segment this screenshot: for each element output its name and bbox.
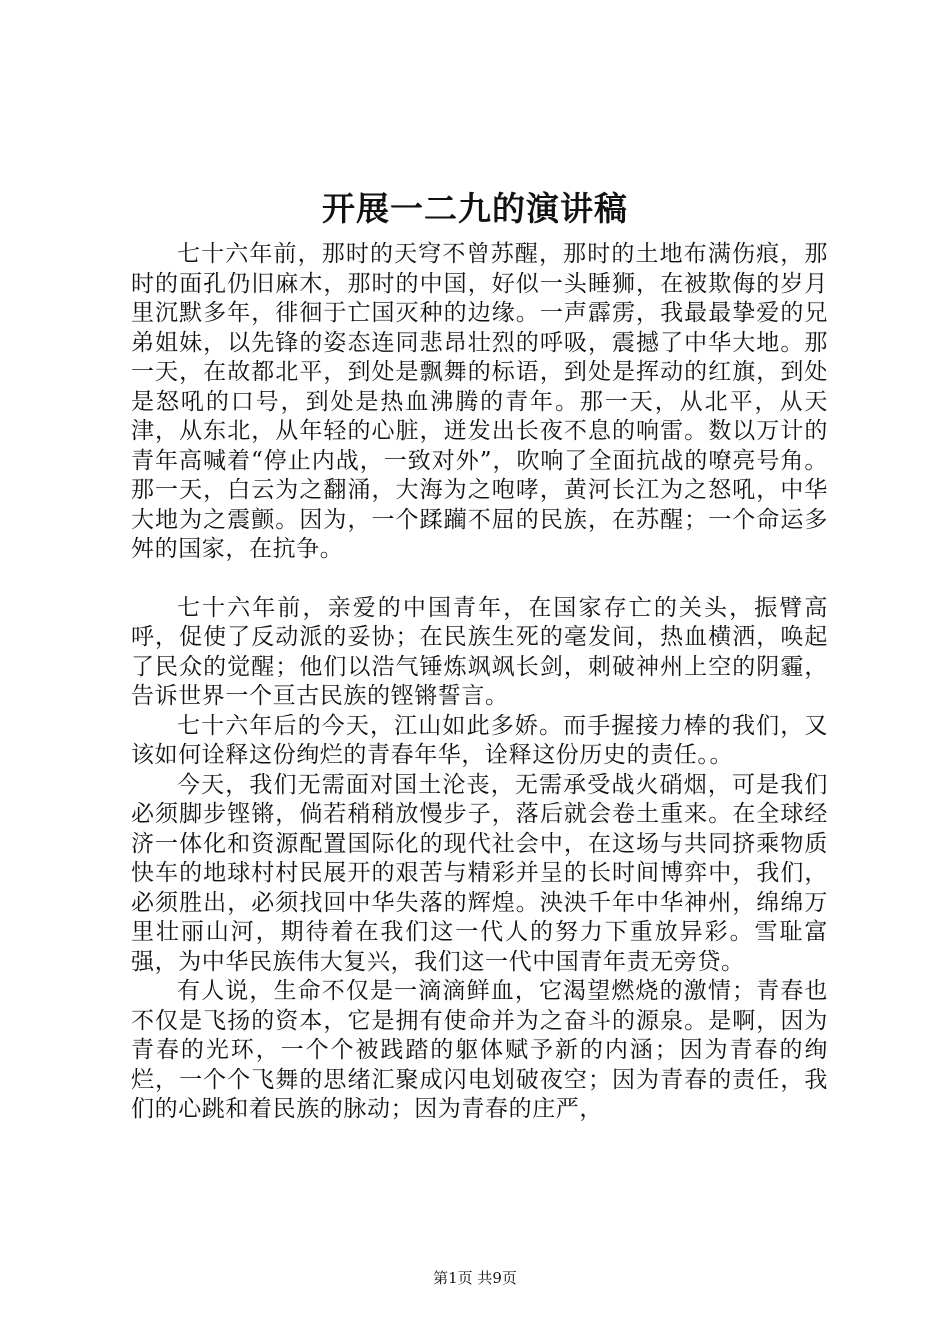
page-title: 开展一二九的演讲稿 [322,189,628,228]
paragraph-1: 七十六年前，那时的天穹不曾苏醒，那时的土地布满伤痕，那时的面孔仍旧麻木，那时的中国，好似一头睡狮，在被欺侮的岁月里沉默多年，徘徊于亡国灭种的边缘。一声霹雳，我最最挚爱的兄弟姐妹，以先锋的姿态连同悲昂壮烈的呼吸，震撼了中华大地。那一天，在故都北平，到处是飘舞的标语，到处是挥动的红旗，到处是怒吼的口号，到处是热血沸腾的青年。那一天，从北平，从天津，从东北，从年轻的心脏，迸发出长夜不息的响雷。数以万计的青年高喊着“停止内战，一致对外”，吹响了全面抗战的嘹亮号角。那一天，白云为之翻涌，大海为之咆哮，黄河长江为之怒吼，中华大地为之震颤。因为，一个蹂躏不屈的民族，在苏醒；一个命运多舛的国家，在抗争。 [131,241,828,562]
paragraph-2: 七十六年前，亲爱的中国青年，在国家存亡的关头，振臂高呼，促使了反动派的妥协；在民族生死的毫发间，热血横洒，唤起了民众的觉醒；他们以浩气锤炼飒飒长剑，刺破神州上空的阴霾，告诉世界一个亘古民族的铿锵誓言。 [131,594,828,709]
paragraph-5: 有人说，生命不仅是一滴滴鲜血，它渴望燃烧的激情；青春也不仅是飞扬的资本，它是拥有使命并为之奋斗的源泉。是啊，因为青春的光环，一个个被践踏的躯体赋予新的内涵；因为青春的绚烂，一个个飞舞的思绪汇聚成闪电划破夜空；因为青春的责任，我们的心跳和着民族的脉动；因为青春的庄严， [131,978,828,1122]
paragraph-4: 今天，我们无需面对国土沦丧，无需承受战火硝烟，可是我们必须脚步铿锵，倘若稍稍放慢步子，落后就会卷土重来。在全球经济一体化和资源配置国际化的现代社会中，在这场与共同挤乘物质快车的地球村村民展开的艰苦与精彩并呈的长时间博弈中，我们，必须胜出，必须找回中华失落的辉煌。泱泱千年中华神州，绵绵万里壮丽山河，期待着在我们这一代人的努力下重放异彩。雪耻富强，为中华民族伟大复兴，我们这一代中国青年责无旁贷。 [131,771,828,975]
page-number-footer: 第1页 共9页 [433,1269,517,1287]
document-body [131,240,828,1125]
paragraph-3: 七十六年后的今天，江山如此多娇。而手握接力棒的我们，又该如何诠释这份绚烂的青春年华，诠释这份历史的责任。。 [131,712,828,768]
